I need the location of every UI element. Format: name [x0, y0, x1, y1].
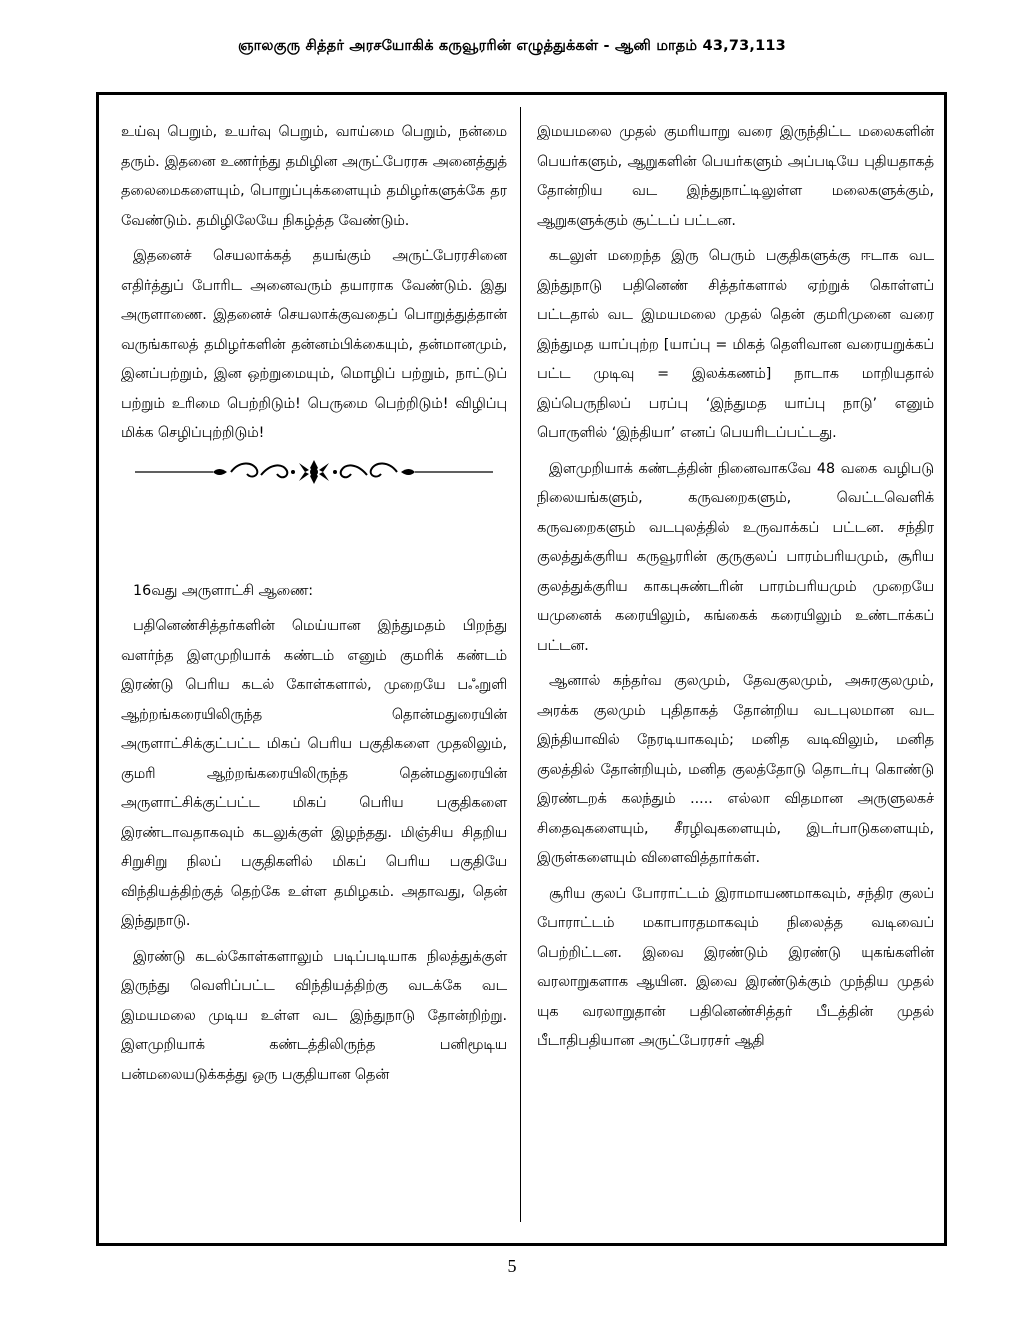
- column-divider: [520, 107, 521, 1222]
- right-paragraph-1: இமயமலை முதல் குமரியாறு வரை இருந்திட்ட மலைகளின் பெயர்களும், ஆறுகளின் பெயர்களும் அப்படியே புதியதாகத் தோன்றிய வட இந்துநாட்டிலுள்ள மலைகளுக்கும், ஆறுகளுக்கும் சூட்டப் பட்டன.: [537, 124, 934, 229]
- section-paragraph-1: பதினெண்சித்தர்களின் மெய்யான இந்துமதம் பிறந்து வளர்ந்த இளமுறியாக் கண்டம் எனும் குமரிக் கண்டம் இரண்டு பெரிய கடல் கோள்களால், முறையே பஃறுளி ஆற்றங்கரையிலிருந்த தொன்மதுரையின் அருளாட்சிக்குட்பட்ட மிகப் பெரிய பகுதிகளை முதலிலும், குமரி ஆற்றங்கரையிலிருந்த தென்மதுரையின் அருளாட்சிக்குட்பட்ட மிகப் பெரிய பகுதிகளை இரண்டாவதாகவும் கடலுக்குள் இழந்தது. மிஞ்சிய சிதறிய சிறுசிறு நிலப் பகுதிகளில் மிகப் பெரிய பகுதியே விந்தியத்திற்குத் தெற்கே உள்ள தமிழகம். அதாவது, தென் இந்துநாடு.: [121, 618, 507, 929]
- left-paragraph-2: இதனைச் செயலாக்கத் தயங்கும் அருட்பேரரசினை எதிர்த்துப் போரிட அனைவரும் தயாராக வேண்டும். இது அருளாணை. இதனைச் செயலாக்குவதைப் பொறுத்துத்தான் வருங்காலத் தமிழர்களின் தன்னம்பிக்கையும், தன்மானமும், இனப்பற்றும், இன ஒற்றுமையும், மொழிப் பற்றும், நாட்டுப் பற்றும் உரிமை பெற்றிடும்! பெருமை பெற்றிடும்! விழிப்பு மிக்க செழிப்புற்றிடும்!: [121, 248, 507, 441]
- right-paragraph-2: கடலுள் மறைந்த இரு பெரும் பகுதிகளுக்கு ஈடாக வட இந்துநாடு பதினெண் சித்தர்களால் ஏற்றுக் கொள்ளப் பட்டதால் வட இமயமலை முதல் தென் குமரிமுனை வரை இந்துமத யாப்புற்ற [யாப்பு = மிகத் தெளிவான வரையறுக்கப் பட்ட முடிவு = இலக்கணம்] நாடாக மாறியதால் இப்பெருநிலப் பரப்பு ‘இந்துமத யாப்பு நாடு’ எனும் பொருளில் ‘இந்தியா’ எனப் பெயரிடப்பட்டது.: [537, 248, 934, 441]
- decorative-scroll-divider-icon: [121, 457, 507, 487]
- right-paragraph-3: இளமுறியாக் கண்டத்தின் நினைவாகவே 48 வகை வழிபடு நிலையங்களும், கருவறைகளும், வெட்டவெளிக் கருவறைகளும் வடபுலத்தில் உருவாக்கப் பட்டன. சந்திர குலத்துக்குரிய கருவூரரின் குருகுலப் பாரம்பரியமும், சூரிய குலத்துக்குரிய காகபுசுண்டரின் பாரம்பரியமும் முறையே யமுனைக் கரையிலும், கங்கைக் கரையிலும் உண்டாக்கப் பட்டன.: [537, 460, 934, 654]
- left-paragraph-1: உய்வு பெறும், உயர்வு பெறும், வாய்மை பெறும், நன்மை தரும். இதனை உணர்ந்து தமிழின அருட்பேரரசு அனைத்துத் தலைமைகளையும், பொறுப்புக்களையும் தமிழர்களுக்கே தர வேண்டும். தமிழிலேயே நிகழ்த்த வேண்டும்.: [121, 124, 507, 229]
- page-number: 5: [507, 1256, 517, 1276]
- right-paragraph-5: சூரிய குலப் போராட்டம் இராமாயணமாகவும், சந்திர குலப் போராட்டம் மகாபாரதமாகவும் நிலைத்த வடிவைப் பெற்றிட்டன. இவை இரண்டும் இரண்டு யுகங்களின் வரலாறுகளாக ஆயின. இவை இரண்டுக்கும் முந்திய முதல் யுக வரலாறுதான் பதினெண்சித்தர் பீடத்தின் முதல் பீடாதிபதியான அருட்பேரரசர் ஆதி: [537, 885, 934, 1049]
- section-heading: 16வது அருளாட்சி ஆணை:: [133, 582, 314, 599]
- right-column: [537, 118, 934, 1063]
- section-paragraph-2: இரண்டு கடல்கோள்களாலும் படிப்படியாக நிலத்துக்குள் இருந்து வெளிப்பட்ட விந்தியத்திற்கு வடக்கே வட இமயமலை முடிய உள்ள வட இந்துநாடு தோன்றிற்று. இளமுறியாக் கண்டத்திலிருந்த பனிமூடிய பன்மலையடுக்கத்து ஒரு பகுதியான தென்: [121, 948, 507, 1083]
- page-header: ஞாலகுரு சித்தர் அரசயோகிக் கருவூரரின் எழுத்துக்கள் - ஆனி மாதம் 43,73,113: [238, 38, 786, 54]
- left-column: [121, 118, 507, 1096]
- ornament-divider: [121, 455, 507, 489]
- right-paragraph-4: ஆனால் கந்தர்வ குலமும், தேவகுலமும், அசுரகுலமும், அரக்க குலமும் புதிதாகத் தோன்றிய வடபுலமான வட இந்தியாவில் நேரடியாகவும்; மனித வடிவிலும், மனித குலத்தில் தோன்றியும், மனித குலத்தோடு தொடர்பு கொண்டு இரண்டறக் கலந்தும் ..... எல்லா விதமான அருளுலகச் சிதைவுகளையும், சீரழிவுகளையும், இடர்பாடுகளையும், இருள்களையும் விளைவித்தார்கள்.: [537, 673, 934, 866]
